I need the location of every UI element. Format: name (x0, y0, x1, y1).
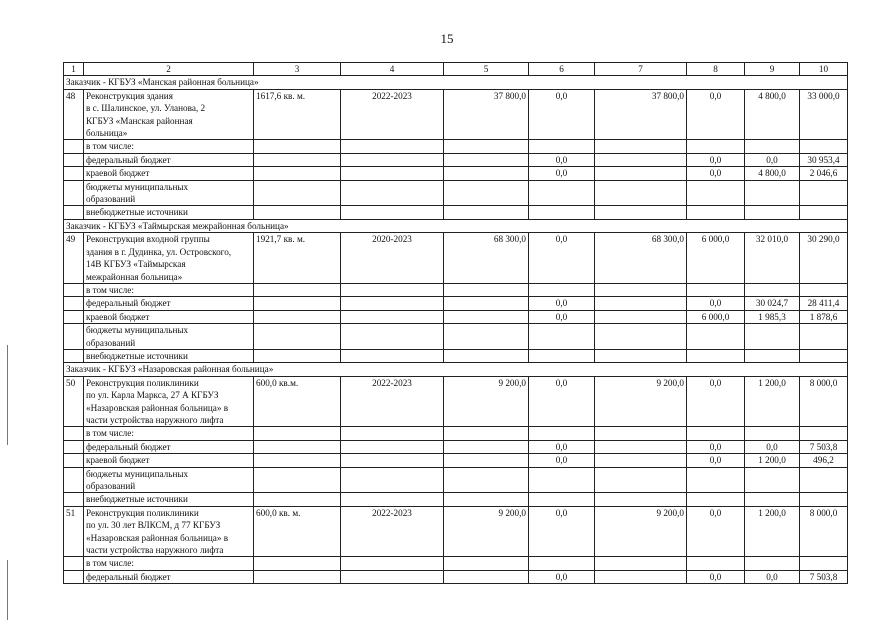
value-cell: 33 000,0 (800, 89, 848, 140)
value-cell: 0,0 (687, 167, 745, 180)
value-cell: 7 503,8 (800, 570, 848, 583)
subrow-including (64, 427, 848, 440)
sub-label: в том числе: (84, 557, 254, 570)
column-number-row (64, 63, 848, 76)
value-cell: 0,0 (529, 310, 595, 323)
value-cell: 1 200,0 (745, 506, 800, 557)
project-row (64, 376, 848, 427)
subrow-regional (64, 454, 848, 467)
column-header: 9 (745, 63, 800, 76)
customer-name: Заказчик - КГБУЗ «Назаровская районная больница» (64, 363, 848, 376)
total-cost: 37 800,0 (444, 89, 529, 140)
customer-name: Заказчик - КГБУЗ «Манская районная больница» (64, 76, 848, 89)
value-cell: 4 800,0 (745, 89, 800, 140)
sub-label: бюджеты муниципальных образований (84, 180, 254, 206)
sub-label: в том числе: (84, 427, 254, 440)
subrow-municipal (64, 467, 848, 493)
value-cell: 0,0 (687, 153, 745, 166)
column-header: 5 (444, 63, 529, 76)
subrow-federal (64, 570, 848, 583)
scan-margin-line (7, 345, 8, 445)
sub-label: федеральный бюджет (84, 297, 254, 310)
project-number: 48 (64, 89, 84, 140)
project-description: Реконструкция здания в с. Шалинское, ул. Уланова, 2 КГБУЗ «Манская районная больница» (84, 89, 254, 140)
value-cell: 0,0 (529, 297, 595, 310)
sub-label: бюджеты муниципальных образований (84, 467, 254, 493)
value-cell: 0,0 (745, 570, 800, 583)
total-cost: 9 200,0 (444, 376, 529, 427)
value-cell: 28 411,4 (800, 297, 848, 310)
project-number: 49 (64, 233, 84, 284)
sub-label: в том числе: (84, 283, 254, 296)
project-area: 1921,7 кв. м. (254, 233, 341, 284)
value-cell: 9 200,0 (595, 506, 687, 557)
subrow-federal (64, 440, 848, 453)
value-cell: 0,0 (529, 454, 595, 467)
total-cost: 9 200,0 (444, 506, 529, 557)
subrow-regional (64, 310, 848, 323)
value-cell: 30 024,7 (745, 297, 800, 310)
project-period: 2022-2023 (341, 506, 444, 557)
value-cell: 8 000,0 (800, 506, 848, 557)
sub-label: в том числе: (84, 140, 254, 153)
customer-row (64, 219, 848, 232)
customer-row (64, 363, 848, 376)
value-cell: 1 200,0 (745, 454, 800, 467)
sub-label: внебюджетные источники (84, 206, 254, 219)
project-row (64, 506, 848, 557)
sub-label: краевой бюджет (84, 454, 254, 467)
column-header: 10 (800, 63, 848, 76)
column-header: 2 (84, 63, 254, 76)
project-row (64, 233, 848, 284)
value-cell: 1 985,3 (745, 310, 800, 323)
customer-row (64, 76, 848, 89)
subrow-extrabudget (64, 493, 848, 506)
value-cell: 0,0 (529, 376, 595, 427)
value-cell: 0,0 (687, 376, 745, 427)
project-area: 1617,6 кв. м. (254, 89, 341, 140)
subrow-extrabudget (64, 206, 848, 219)
subrow-municipal (64, 180, 848, 206)
sub-label: краевой бюджет (84, 167, 254, 180)
value-cell: 1 200,0 (745, 376, 800, 427)
value-cell: 0,0 (687, 297, 745, 310)
project-period: 2020-2023 (341, 233, 444, 284)
value-cell: 0,0 (687, 454, 745, 467)
scan-margin-line (7, 560, 8, 620)
value-cell: 37 800,0 (595, 89, 687, 140)
project-row (64, 89, 848, 140)
sub-label: внебюджетные источники (84, 349, 254, 362)
page-number: 15 (440, 31, 454, 46)
value-cell: 2 046,6 (800, 167, 848, 180)
value-cell: 0,0 (745, 153, 800, 166)
value-cell: 30 290,0 (800, 233, 848, 284)
value-cell: 0,0 (529, 89, 595, 140)
project-number: 50 (64, 376, 84, 427)
value-cell: 0,0 (529, 440, 595, 453)
value-cell: 0,0 (529, 506, 595, 557)
value-cell: 0,0 (687, 506, 745, 557)
column-header: 4 (341, 63, 444, 76)
value-cell: 496,2 (800, 454, 848, 467)
value-cell: 6 000,0 (687, 310, 745, 323)
value-cell: 9 200,0 (595, 376, 687, 427)
column-header: 1 (64, 63, 84, 76)
value-cell: 0,0 (529, 153, 595, 166)
value-cell: 6 000,0 (687, 233, 745, 284)
column-header: 7 (595, 63, 687, 76)
column-header: 3 (254, 63, 341, 76)
sub-label: краевой бюджет (84, 310, 254, 323)
customer-name: Заказчик - КГБУЗ «Таймырская межрайонная больница» (64, 219, 848, 232)
column-header: 8 (687, 63, 745, 76)
sub-label: федеральный бюджет (84, 153, 254, 166)
subrow-including (64, 140, 848, 153)
total-cost: 68 300,0 (444, 233, 529, 284)
subrow-municipal (64, 324, 848, 350)
sub-label: федеральный бюджет (84, 440, 254, 453)
project-period: 2022-2023 (341, 89, 444, 140)
value-cell: 32 010,0 (745, 233, 800, 284)
project-period: 2022-2023 (341, 376, 444, 427)
subrow-federal (64, 297, 848, 310)
subrow-including (64, 283, 848, 296)
project-description: Реконструкция поликлиники по ул. 30 лет ВЛКСМ, д 77 КГБУЗ «Назаровская районная больница» в части устройства наружного лифта (84, 506, 254, 557)
project-description: Реконструкция поликлиники по ул. Карла Маркса, 27 А КГБУЗ «Назаровская районная больница» в части устройства наружного лифта (84, 376, 254, 427)
value-cell: 0,0 (745, 440, 800, 453)
project-number: 51 (64, 506, 84, 557)
value-cell: 0,0 (687, 89, 745, 140)
value-cell: 0,0 (687, 570, 745, 583)
value-cell: 1 878,6 (800, 310, 848, 323)
sub-label: федеральный бюджет (84, 570, 254, 583)
value-cell: 0,0 (529, 167, 595, 180)
value-cell: 8 000,0 (800, 376, 848, 427)
project-area: 600,0 кв.м. (254, 376, 341, 427)
subrow-federal (64, 153, 848, 166)
project-area: 600,0 кв. м. (254, 506, 341, 557)
subrow-extrabudget (64, 349, 848, 362)
subrow-regional (64, 167, 848, 180)
value-cell: 0,0 (687, 440, 745, 453)
funding-table (63, 62, 848, 584)
value-cell: 30 953,4 (800, 153, 848, 166)
sub-label: внебюджетные источники (84, 493, 254, 506)
value-cell: 7 503,8 (800, 440, 848, 453)
value-cell: 0,0 (529, 570, 595, 583)
value-cell: 0,0 (529, 233, 595, 284)
value-cell: 4 800,0 (745, 167, 800, 180)
value-cell: 68 300,0 (595, 233, 687, 284)
project-description: Реконструкция входной группы здания в г. Дудинка, ул. Островского, 14В КГБУЗ «Таймырская межрайонная больница» (84, 233, 254, 284)
subrow-including (64, 557, 848, 570)
sub-label: бюджеты муниципальных образований (84, 324, 254, 350)
column-header: 6 (529, 63, 595, 76)
